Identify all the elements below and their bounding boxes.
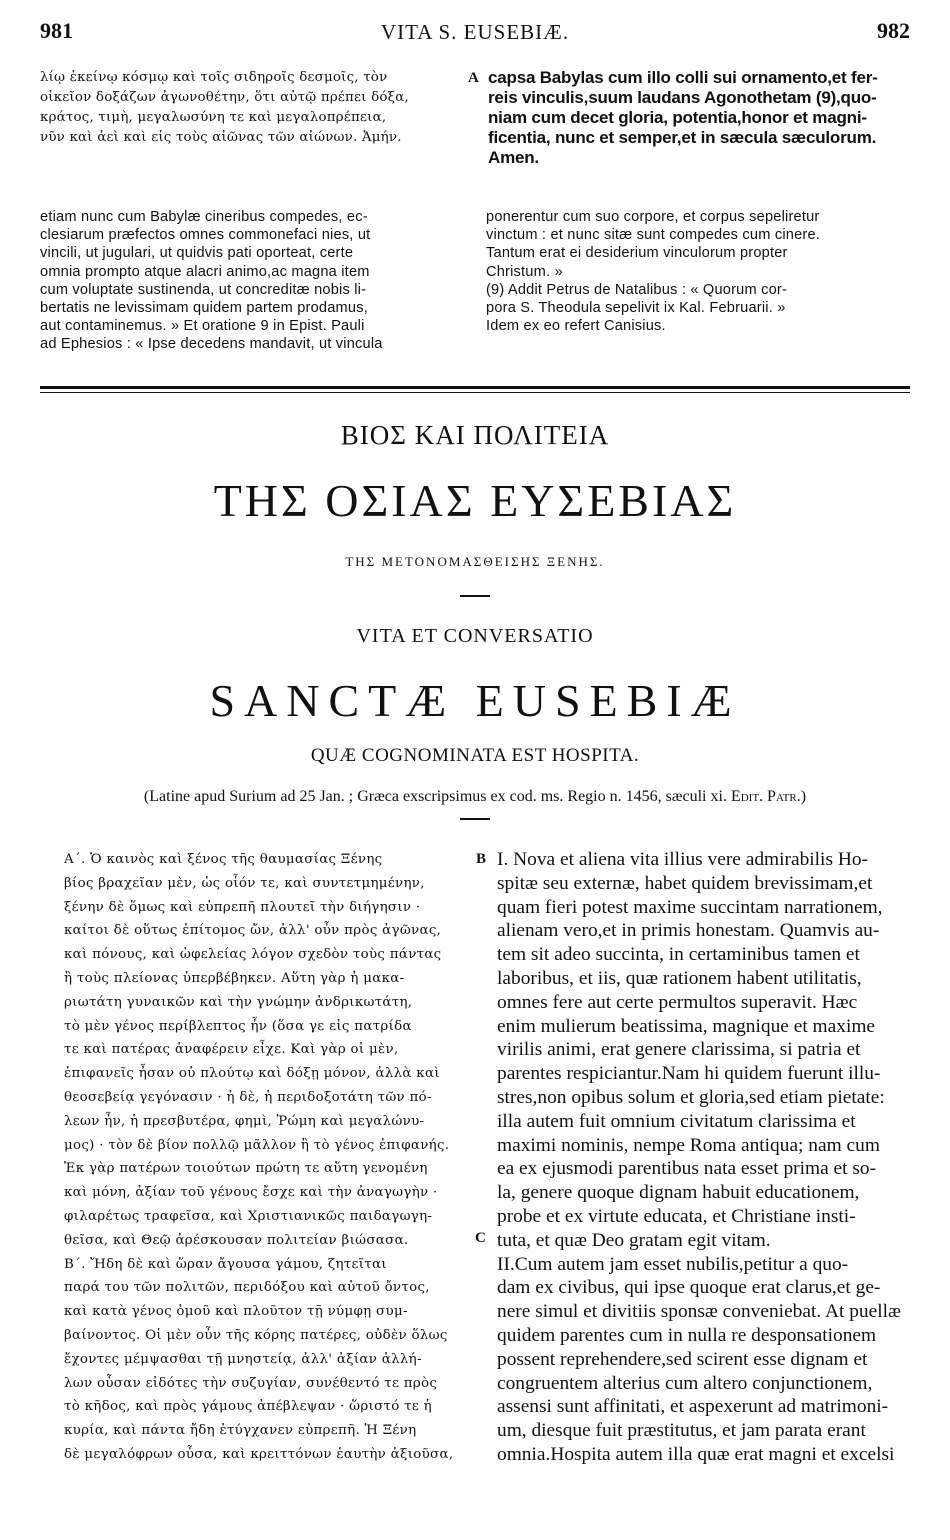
footnote-line: ponerentur cum suo corpore, et corpus sepeliretur (486, 209, 820, 225)
footnote-line: Idem ex eo refert Canisius. (486, 318, 666, 335)
latin-body-line: II.Cum autem jam esset nubilis,petitur a quo- (497, 1253, 849, 1275)
greek-text-line: λίῳ ἐκείνῳ κόσμῳ καὶ τοῖς σιδηροῖς δεσμοῖς, τὸν (40, 70, 388, 85)
latin-body-line: omnes fere aut certe permultos superavit. Hæc (497, 991, 858, 1013)
latin-body-line: assensi sunt affinitati, et aspexerunt ad matrimoni- (497, 1396, 889, 1418)
greek-body-line: καὶ κατὰ γένος ὁμοῦ καὶ πλοῦτον τῇ νύμφῃ συμ- (64, 1304, 408, 1320)
latin-body-line: tuta, et quæ Deo gratam egit vitam. (497, 1229, 771, 1251)
greek-body-line: τε καὶ πατέρας ἀναφέρειν εἶχε. Καὶ γὰρ οἱ μὲν, (64, 1042, 399, 1058)
running-header (40, 10, 910, 50)
editor-note: Edit. Patr.) (730, 788, 807, 805)
latin-body-line: la, genere quoque dignam habuit educationem, (497, 1182, 860, 1204)
latin-text-line: Amen. (488, 148, 539, 167)
greek-body-line: λων οὖσαν εἰδότες τὴν συζυγίαν, συνέθεντό τε πρὸς (64, 1375, 438, 1391)
greek-text-line: οἰκεῖον δοξάζων ἀγωνοθέτην, ὅτι αὐτῷ πρέπει δόξα, (40, 90, 409, 105)
running-title: VITA S. EUSEBIÆ. (380, 20, 570, 44)
body-latin-column (497, 848, 927, 1467)
latin-body-line: tem sit adeo succinta, in certaminibus tamen et (497, 944, 860, 966)
greek-body-line: Ἐκ γὰρ πατέρων τοιούτων πρώτη τε αὕτη γενομένη (64, 1161, 428, 1177)
footnote-line: (9) Addit Petrus de Natalibus : « Quorum cor- (486, 281, 788, 298)
greek-body-line: ριωτάτη γυναικῶν καὶ τὴν γνώμην ἀνδρικωτάτη, (64, 994, 413, 1010)
latin-body-line: probe et ex virtute educata, et Christiane insti- (497, 1205, 856, 1227)
footnote-line: vinctum : et nunc sitæ sunt compedes cum cinere. (486, 227, 821, 244)
greek-body-line: λεων ἦν, ἡ πρεσβυτέρα, φημὶ, Ῥώμη καὶ μεγαλώνυ- (64, 1113, 425, 1129)
footnote-line: omnia prompto atque alacri animo,ac magna item (40, 263, 370, 280)
footnotes-left-column (40, 208, 465, 354)
latin-body-line: I. Nova et aliena vita illius vere admirabilis Ho- (497, 849, 868, 870)
latin-text-line: reis vinculis,suum laudans Agonothetam (9),quo- (488, 88, 877, 107)
greek-body-line: κυρία, καὶ πάντα ἤδη ἐτύγχανεν εὐπρεπῆ. Ἡ Ξένη (64, 1423, 417, 1439)
section-rule-thick (40, 386, 910, 389)
latin-body-line: ea ex ejusmodi parentibus nata esset prima et so- (497, 1158, 877, 1180)
margin-letter-c: C (475, 1230, 486, 1246)
footnote-line: etiam nunc cum Babylæ cineribus compedes, ec- (40, 209, 368, 225)
top-greek-column (40, 68, 468, 148)
footnote-line: ad Ephesios : « Ipse decedens mandavit, ut vincula (40, 336, 383, 353)
footnote-line: bertatis ne levissimam quidem partem prodamus, (40, 300, 368, 317)
source-note (40, 788, 910, 806)
greek-body-line: βίος βραχεῖαν μὲν, ὡς οἷόν τε, καὶ συντετμημένην, (64, 875, 425, 891)
greek-body-line: μος) · τὸν δὲ βίον πολλῷ μᾶλλον ἢ τὸ γένος ἐπιφανής. (64, 1137, 450, 1153)
latin-body-line: congruentem alterius cum altero conjunctionem, (497, 1372, 873, 1394)
footnote-line: pora S. Theodula sepelivit ix Kal. Februarii. » (486, 300, 786, 317)
footnote-line: Tantum erat ei desiderium vinculorum propter (486, 245, 788, 262)
greek-title-line-1: ΒΙΟΣ ΚΑΙ ΠΟΛΙΤΕΙΑ (340, 420, 610, 450)
latin-body-line: possent reprehendere,sed scirent esse dignam et (497, 1348, 868, 1370)
greek-body-line: φιλαρέτως τραφεῖσα, καὶ Χριστιανικῶς παιδαγωγη- (64, 1208, 433, 1224)
greek-body-line: θεοσεβείᾳ γεγόνασιν · ἡ δὲ, ἡ περιδοξοτάτη τῶν πό- (64, 1089, 432, 1105)
greek-body-line: ἐπιφανεῖς ἦσαν οὐ πλούτῳ καὶ δόξῃ μόνον, ἀλλὰ καὶ (64, 1066, 440, 1082)
source-note-text: (Latine apud Surium ad 25 Jan. ; Græca exscripsimus ex cod. ms. Regio n. 1456, sæculi xi. (143, 788, 727, 805)
latin-body-line: virilis animi, erat genere clarissima, si patria et (497, 1039, 861, 1061)
latin-title-line-1: VITA ET CONVERSATIO (356, 625, 594, 647)
latin-body-line: nere simul et divitiis sponsæ conveniebat. At puellæ (497, 1301, 901, 1323)
greek-body-line: παρά του τῶν πολιτῶν, περιδόξου καὶ αὐτοῦ ὄντος, (64, 1280, 430, 1296)
latin-body-line: enim mulierum beatissima, magnique et maxime (497, 1015, 876, 1037)
greek-body-line: καίτοι δὲ οὕτως ἐπίτομος ὤν, ἀλλ' οὖν πρὸς ἀγῶνας, (64, 923, 442, 939)
title-dash-lower (460, 818, 490, 820)
page-number-right: 982 (877, 18, 910, 43)
page-number-left: 981 (40, 18, 73, 43)
greek-body-line: τὸ κῆδος, καὶ πρὸς γάμους ἀπέβλεψαν · ὥριστό τε ἡ (64, 1399, 433, 1415)
footnote-line: cum voluptate sustinenda, ut concreditæ nobis li- (40, 281, 367, 298)
latin-body-line: um, diesque fuit præstitutus, et jam parata erant (497, 1420, 866, 1442)
margin-letter-b: B (476, 851, 487, 867)
greek-body-line: ξένην δὲ ὅμως καὶ εὐπρεπῆ πλουτεῖ τὴν διήγησιν · (64, 899, 421, 915)
latin-body-line: stres,non opibus solum et gloria,sed etiam pietate: (497, 1086, 885, 1108)
body-greek-column (64, 848, 474, 1467)
latin-title-line-3: QUÆ COGNOMINATA EST HOSPITA. (310, 745, 640, 766)
greek-text-line: κράτος, τιμὴ, μεγαλωσύνη τε καὶ μεγαλοπρέπεια, (40, 110, 387, 125)
latin-body-line: omnia.Hospita autem illa quæ erat magni et excelsi (497, 1443, 895, 1465)
footnote-line: aut contaminemus. » Et oratione 9 in Epist. Pauli (40, 318, 365, 335)
footnote-line: Christum. » (486, 263, 563, 280)
margin-letter-a: A (468, 70, 479, 86)
greek-body-line: Α΄. Ὁ καινὸς καὶ ξένος τῆς θαυμασίας Ξένης (64, 852, 383, 867)
greek-title-line-2: ΤΗΣ ΟΣΙΑΣ ΕΥΣΕΒΙΑΣ (213, 475, 737, 526)
latin-title-line-2: SANCTÆ EUSEBIÆ (209, 675, 741, 726)
greek-body-line: θεῖσα, καὶ Θεῷ ἀρέσκουσαν πολιτείαν βιώσασα. (64, 1232, 409, 1248)
footnotes-right-column (486, 208, 916, 335)
title-dash (460, 595, 490, 597)
footnote-line: vincili, ut jugulari, ut quidvis pati oporteat, certe (40, 245, 354, 262)
latin-body-line: spitæ seu externæ, habet quidem brevissimam,et (497, 872, 873, 894)
greek-title-line-3: ΤΗΣ ΜΕΤΟΝΟΜΑΣΘΕΙΣΗΣ ΞΕΝΗΣ. (345, 554, 605, 569)
greek-body-line: ἢ τοὺς πλείονας ὑπερβέβηκεν. Αὕτη γὰρ ἡ μακα- (64, 970, 405, 986)
latin-body-line: alienam vero,et in primis honestam. Quamvis au- (497, 920, 880, 942)
greek-body-line: δὲ μεγαλόφρων οὖσα, καὶ κρειττόνων ἑαυτὴν ἀξιοῦσα, (64, 1446, 454, 1462)
latin-body-line: illa autem fuit omnium civitatum clarissima et (497, 1110, 856, 1132)
section-rule-thin (40, 392, 910, 393)
latin-body-line: maximi nominis, nempe Roma antiqua; nam cum (497, 1134, 880, 1156)
greek-body-line: ἔχοντες μέμψασθαι τῇ μνηστείᾳ, ἀλλ' ἀξίαν ἀλλή- (64, 1351, 422, 1367)
latin-body-line: quam fieri potest maxime succintam narrationem, (497, 896, 883, 918)
latin-body-line: dam ex civibus, qui ipse quoque erat clarus,et ge- (497, 1277, 881, 1299)
greek-body-line: καὶ μόνη, ἀξίαν τοῦ γένους ἔσχε καὶ τὴν ἀναγωγὴν · (64, 1185, 438, 1201)
latin-body-line: quidem parentes cum in nulla re desponsationem (497, 1324, 877, 1346)
greek-body-line: τὸ μὲν γένος περίβλεπτος ἦν (ὅσα γε εἰς πατρίδα (64, 1018, 412, 1034)
latin-text-line: ficentia, nunc et semper,et in sæcula sæculorum. (488, 128, 877, 147)
latin-body-line: laboribus, et iis, quæ rationem habent utilitatis, (497, 967, 862, 989)
greek-body-line: καὶ πόνους, καὶ ὠφελείας λόγον σχεδὸν τοὺς πάντας (64, 947, 442, 963)
latin-text-line: niam cum decet gloria, potentia,honor et magni- (488, 108, 867, 127)
footnote-line: clesiarum præfectos omnes commonefaci nies, ut (40, 227, 371, 244)
greek-body-line: βαίνοντος. Οἱ μὲν οὖν τῆς κόρης πατέρες, οὐδὲν ὅλως (64, 1327, 448, 1343)
latin-body-line: parentes respiciantur.Nam hi quidem fuerunt illu- (497, 1063, 881, 1085)
greek-text-line: νῦν καὶ ἀεὶ καὶ εἰς τοὺς αἰῶνας τῶν αἰώνων. Ἀμήν. (40, 130, 402, 145)
greek-body-line: Β΄. Ἤδη δὲ καὶ ὥραν ἄγουσα γάμου, ζητεῖται (64, 1256, 387, 1272)
latin-text-line: capsa Babylas cum illo colli sui ornamento,et fer- (488, 68, 878, 87)
top-latin-column (488, 68, 918, 168)
